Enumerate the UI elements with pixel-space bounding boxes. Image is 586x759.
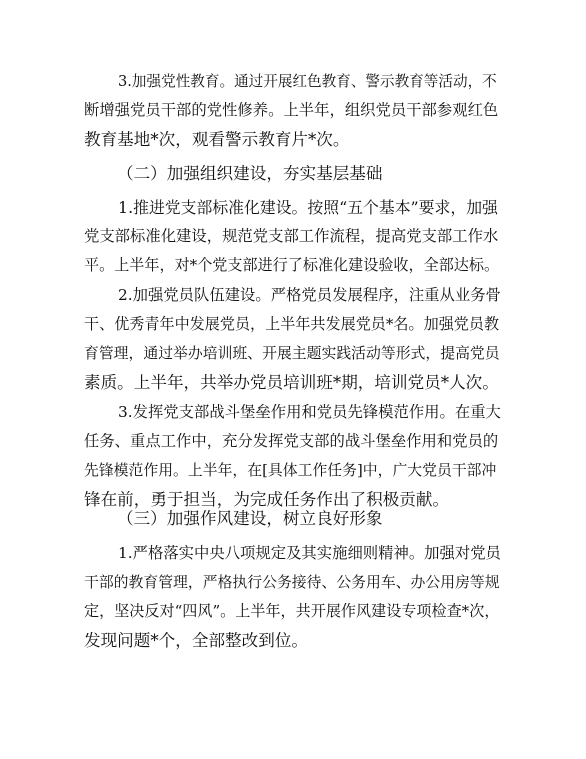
- paragraph-line: 1.严格落实中央八项规定及其实施细则精神。加强对党员: [118, 544, 501, 562]
- paragraph-line: 断增强党员干部的党性修养。上半年，组织党员干部参观红色: [84, 101, 499, 119]
- paragraph-line: 干、优秀青年中发展党员，上半年共发展党员*名。加强党员教: [84, 315, 500, 333]
- section-heading-work-style: （三）加强作风建设，树立良好形象: [117, 509, 383, 528]
- paragraph-line: 平。上半年，对*个党支部进行了标准化建设验收，全部达标。: [84, 256, 500, 274]
- paragraph-line: 定，坚决反对“四风”。上半年，共开展作风建设专项检查*次，: [84, 602, 500, 620]
- paragraph-line: 锋在前，勇于担当，为完成任务作出了积极贡献。: [84, 490, 450, 509]
- paragraph-fortress-role: [84, 398, 502, 514]
- paragraph-line: 党支部标准化建设，规范党支部工作流程，提高党支部工作水: [84, 227, 499, 245]
- paragraph-line: 发现问题*个，全部整改到位。: [84, 631, 309, 650]
- paragraph-line: 先锋模范作用。上半年，在[具体工作任务]中，广大党员干部冲: [84, 461, 497, 479]
- section-heading-organization: （二）加强组织建设，夯实基层基础: [117, 164, 383, 183]
- paragraph-eight-regulations: [84, 539, 502, 655]
- paragraph-line: 3.加强党性教育。通过开展红色教育、警示教育等活动，不: [118, 73, 497, 90]
- paragraph-line: 1.推进党支部标准化建设。按照“五个基本”要求，加强: [118, 198, 498, 217]
- paragraph-branch-standardization: [84, 193, 502, 280]
- paragraph-party-spirit-education: [84, 67, 502, 154]
- paragraph-line: 素质。上半年，共举办党员培训班*期，培训党员*人次。: [84, 373, 499, 392]
- paragraph-line: 任务、重点工作中，充分发挥党支部的战斗堡垒作用和党员的: [84, 432, 499, 450]
- paragraph-line: 2.加强党员队伍建设。严格党员发展程序，注重从业务骨: [118, 286, 501, 304]
- paragraph-member-team-building: [84, 281, 502, 397]
- paragraph-line: 教育基地*次，观看警示教育片*次。: [84, 130, 350, 149]
- paragraph-line: 3.发挥党支部战斗堡垒作用和党员先锋模范作用。在重大: [118, 403, 501, 421]
- paragraph-line: 干部的教育管理，严格执行公务接待、公务用车、办公用房等规: [84, 573, 500, 591]
- paragraph-line: 育管理，通过举办培训班、开展主题实践活动等形式，提高党员: [84, 344, 500, 362]
